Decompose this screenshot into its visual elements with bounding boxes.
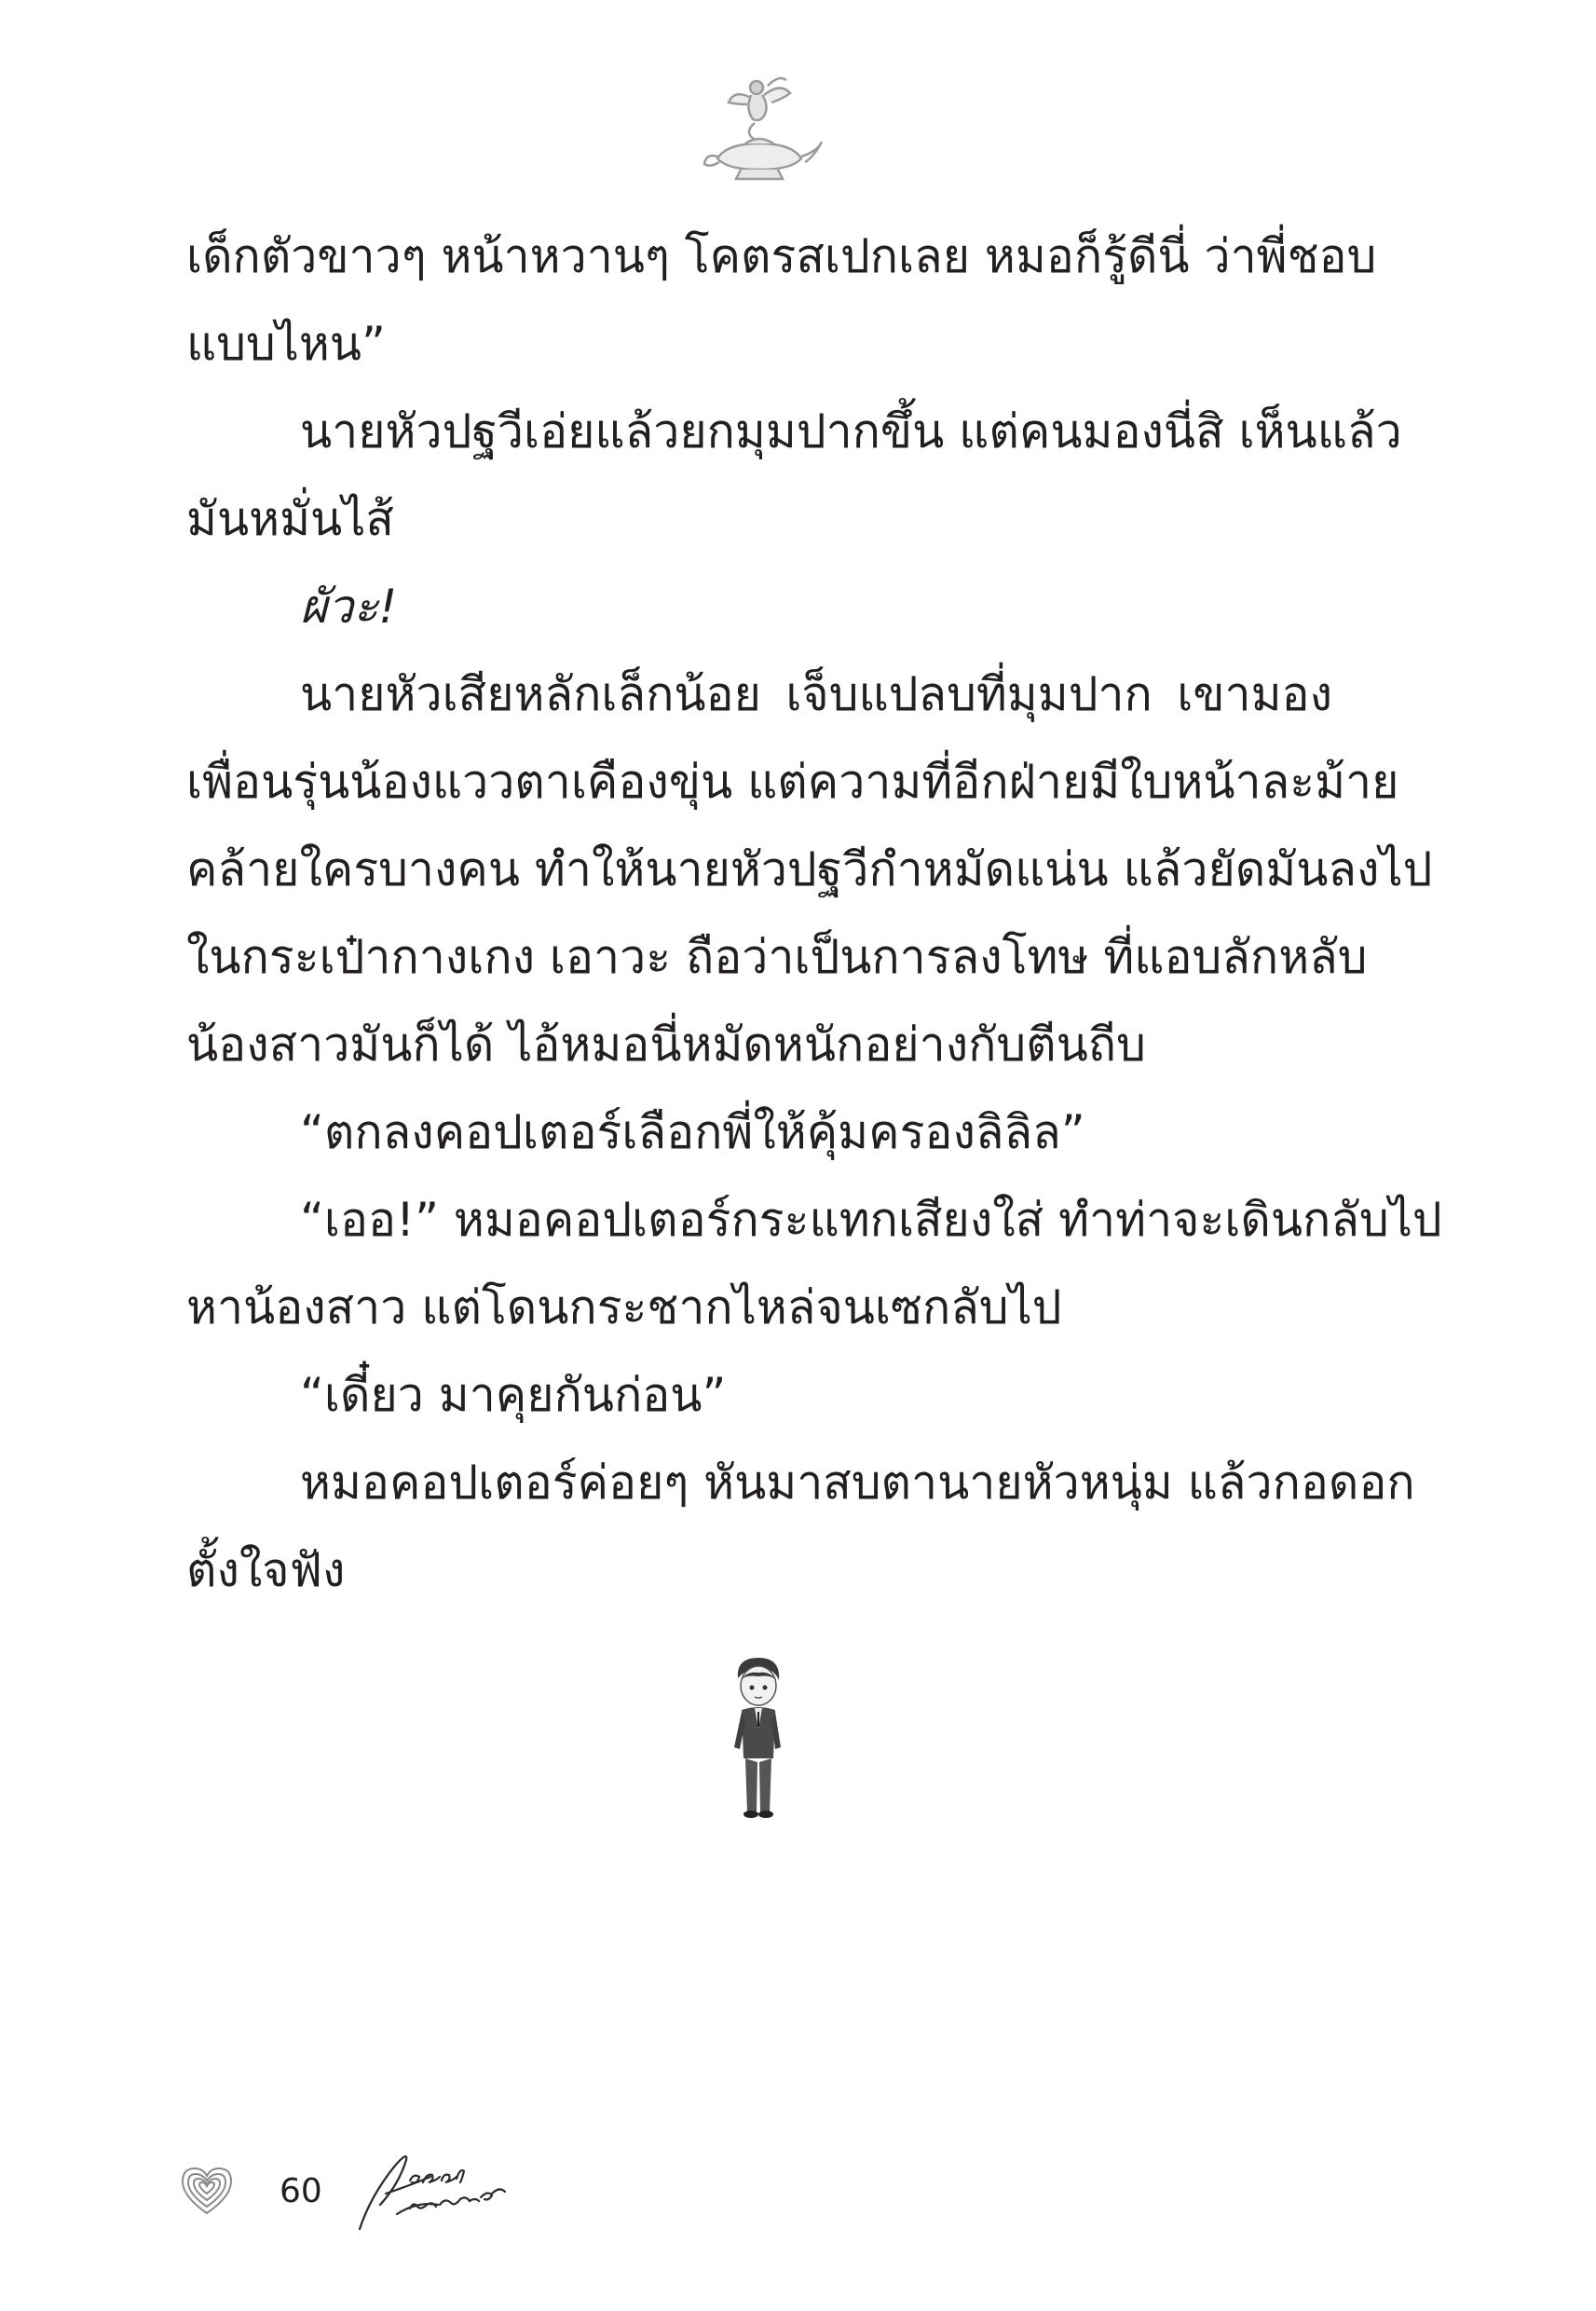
author-signature-icon bbox=[352, 2140, 520, 2242]
story-text bbox=[186, 212, 1442, 1614]
text-line: น้องสาวมันก็ได้ ไอ้หมอนี่หมัดหนักอย่างกับตีนถีบ bbox=[186, 1018, 1146, 1072]
text-line: คล้ายใครบางคน ทำให้นายหัวปฐวีกำหมัดแน่น แล้วยัดมันลงไป bbox=[186, 842, 1433, 896]
text-line: มันหมั่นไส้ bbox=[186, 492, 394, 546]
text-line: นายหัวปฐวีเอ่ยแล้วยกมุมปากขึ้น แต่คนมองนี่สิ เห็นแล้ว bbox=[300, 404, 1402, 458]
page-number: 60 bbox=[280, 2172, 322, 2210]
text-line: นายหัวเสียหลักเล็กน้อย เจ็บแปลบที่มุมปาก เขามอง bbox=[300, 667, 1332, 721]
text-line-dialogue: “เออ!” หมอคอปเตอร์กระแทกเสียงใส่ ทำท่าจะเดินกลับไป bbox=[300, 1193, 1442, 1247]
text-line: หมอคอปเตอร์ค่อยๆ หันมาสบตานายหัวหนุ่ม แล้วกอดอก bbox=[300, 1456, 1415, 1510]
text-line: เพื่อนรุ่นน้องแววตาเคืองขุ่น แต่ความที่อีกฝ่ายมีใบหน้าละม้าย bbox=[186, 755, 1399, 809]
text-line-dialogue: “ตกลงคอปเตอร์เลือกพี่ให้คุ้มครองลิลิล” bbox=[300, 1105, 1085, 1159]
text-line-dialogue: “เดี๋ยว มาคุยกันก่อน” bbox=[300, 1368, 727, 1422]
text-line: แบบไหน” bbox=[186, 317, 386, 371]
text-line: หาน้องสาว แต่โดนกระชากไหล่จนเซกลับไป bbox=[186, 1280, 1062, 1334]
text-line: ตั้งใจฟัง bbox=[186, 1543, 346, 1597]
genie-lamp-ornament-icon bbox=[689, 67, 829, 188]
text-line: ในกระเป๋ากางเกง เอาวะ ถือว่าเป็นการลงโทษ ที่แอบลักหลับ bbox=[186, 930, 1368, 984]
character-illustration-icon bbox=[725, 1654, 790, 1822]
text-line: เด็กตัวขาวๆ หน้าหวานๆ โคตรสเปกเลย หมอก็รู้ดีนี่ ว่าพี่ชอบ bbox=[186, 229, 1377, 283]
heart-emblem-icon bbox=[179, 2165, 235, 2217]
text-line-sound-effect: ผัวะ! bbox=[300, 580, 398, 634]
